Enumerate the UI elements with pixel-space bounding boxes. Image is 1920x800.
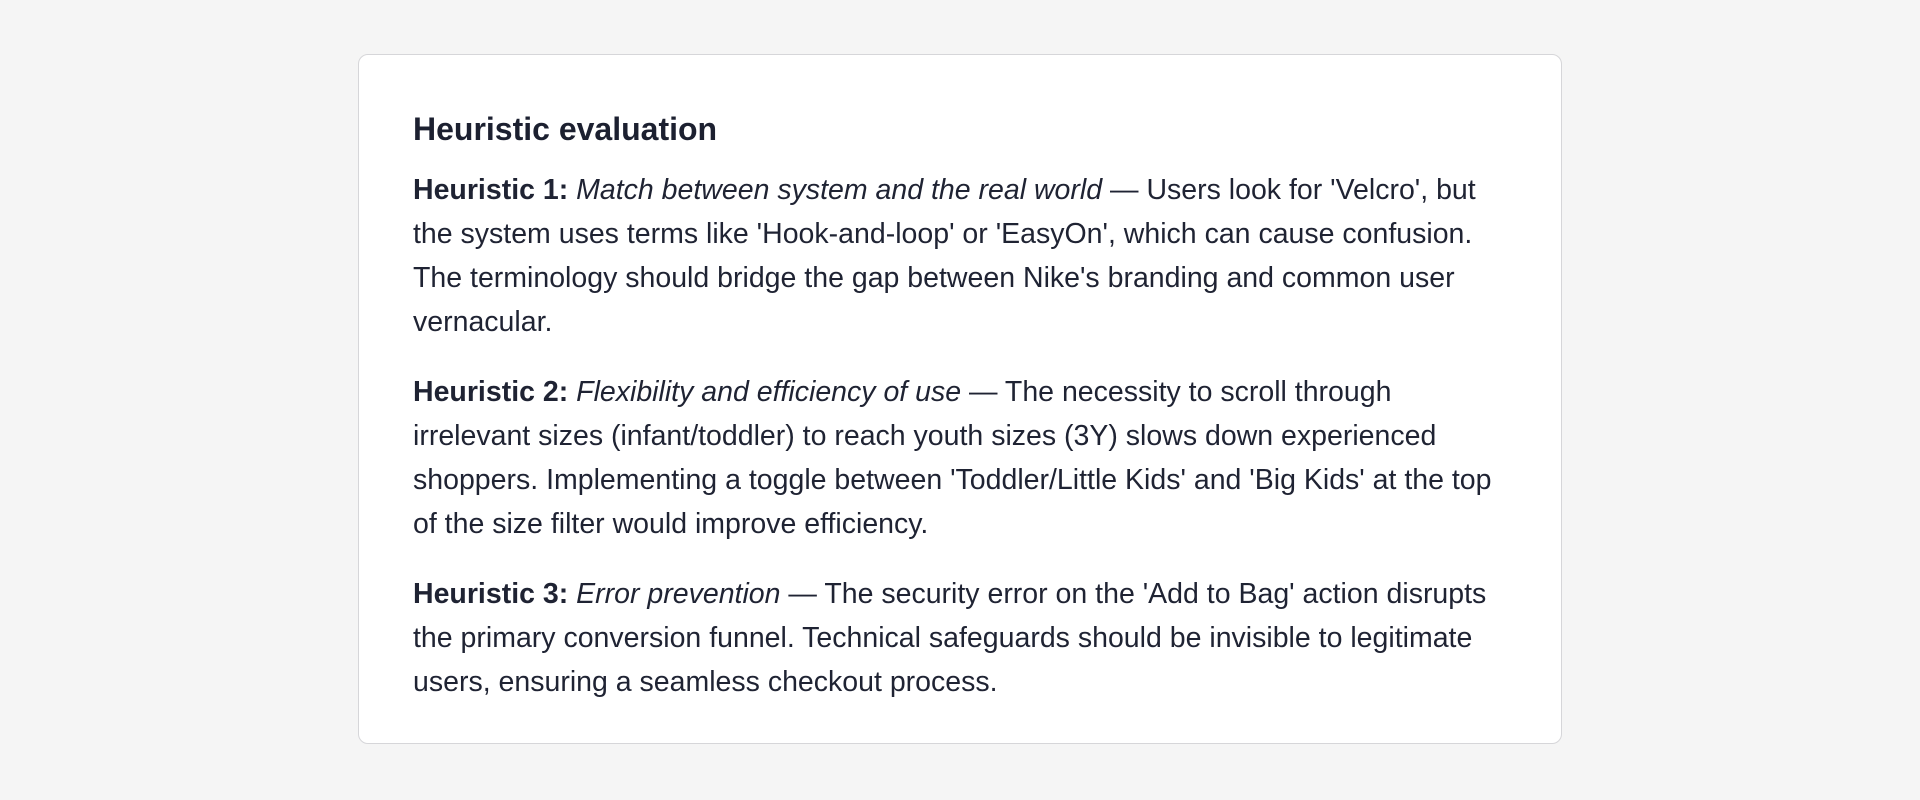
heuristic-3-separator: — [780,578,825,610]
heuristic-2-label: Heuristic 2: [413,376,569,408]
heuristic-1-separator: — [1102,174,1147,206]
heuristic-2-name: Flexibility and efficiency of use [576,376,962,408]
heuristic-1-paragraph [413,168,1509,344]
card-title: Heuristic evaluation [413,111,718,147]
heuristic-1-text: Users look for 'Velcro', but the system uses terms like 'Hook-and-loop' or 'EasyOn', which can cause confusion. The terminology should bridge the gap between Nike's branding and common user vernacular. [413,174,1476,338]
heuristic-1-name: Match between system and the real world [576,174,1103,206]
heuristic-3-text: The security error on the 'Add to Bag' action disrupts the primary conversion funnel. Technical safeguards should be invisible to legitimate users, ensuring a seamless checkout process. [413,578,1487,698]
heuristic-2-separator: — [961,376,1005,408]
heuristic-2-paragraph [413,370,1509,546]
heuristic-3-label: Heuristic 3: [413,578,569,610]
heuristic-1-label: Heuristic 1: [413,174,569,206]
heuristic-evaluation-card [358,54,1562,744]
heuristic-2-text: The necessity to scroll through irrelevant sizes (infant/toddler) to reach youth sizes (3Y) slows down experienced shoppers. Implementing a toggle between 'Toddler/Little Kids' and 'Big Kids' at the top of the size filter would improve efficiency. [413,376,1492,540]
heuristic-3-name: Error prevention [576,578,781,610]
heuristic-3-paragraph [413,572,1509,704]
